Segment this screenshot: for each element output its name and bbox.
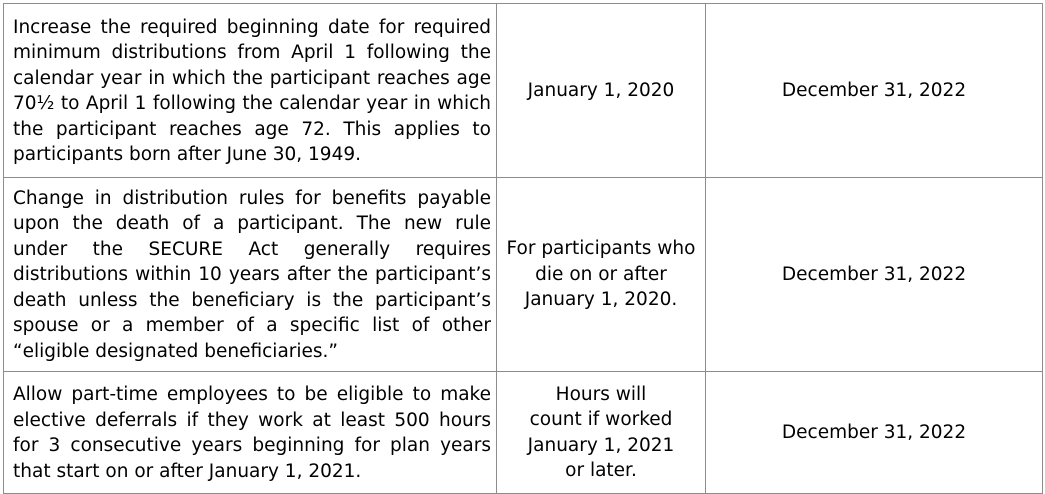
provision-description: Increase the required beginning date for required minimum distributions from April 1 following the calendar year in which the participant reaches age 70½ to April 1 following the calendar year in which the participant reaches age 72. This applies to participants born after June 30, 1949. (4, 4, 497, 178)
effective-date-line: Hours will (555, 383, 647, 405)
effective-date-line: January 1, 2020. (524, 289, 678, 311)
provision-description: Allow part-time employees to be eligible to make elective deferrals if they work at least 500 hours for 3 consecutive years beginning for plan years that start on or after January 1, 2021. (4, 372, 497, 494)
effective-date-line: January 1, 2021 (527, 434, 675, 456)
provision-description: Change in distribution rules for benefits payable upon the death of a participant. The new rule under the SECURE Act generally requires distributions within 10 years after the participant’s death unless the beneficiary is the participant’s spouse or a member of a specific list of other “eligible designated beneficiaries.” (4, 178, 497, 372)
amendment-deadline: December 31, 2022 (706, 4, 1043, 178)
effective-date-line: For participants who (506, 238, 696, 260)
table-row (4, 4, 1043, 178)
amendment-deadline: December 31, 2022 (706, 178, 1043, 372)
effective-date-cell (497, 4, 706, 178)
amendment-deadline: December 31, 2022 (706, 372, 1043, 494)
table-row (4, 178, 1043, 372)
effective-date-line: count if worked (529, 409, 673, 430)
provisions-table (3, 3, 1043, 494)
effective-date-line: die on or after (535, 263, 667, 285)
effective-date-cell (497, 178, 706, 372)
effective-date-line: or later. (565, 460, 637, 481)
table-row (4, 372, 1043, 494)
effective-date-line: January 1, 2020 (527, 79, 675, 101)
effective-date-cell (497, 372, 706, 494)
